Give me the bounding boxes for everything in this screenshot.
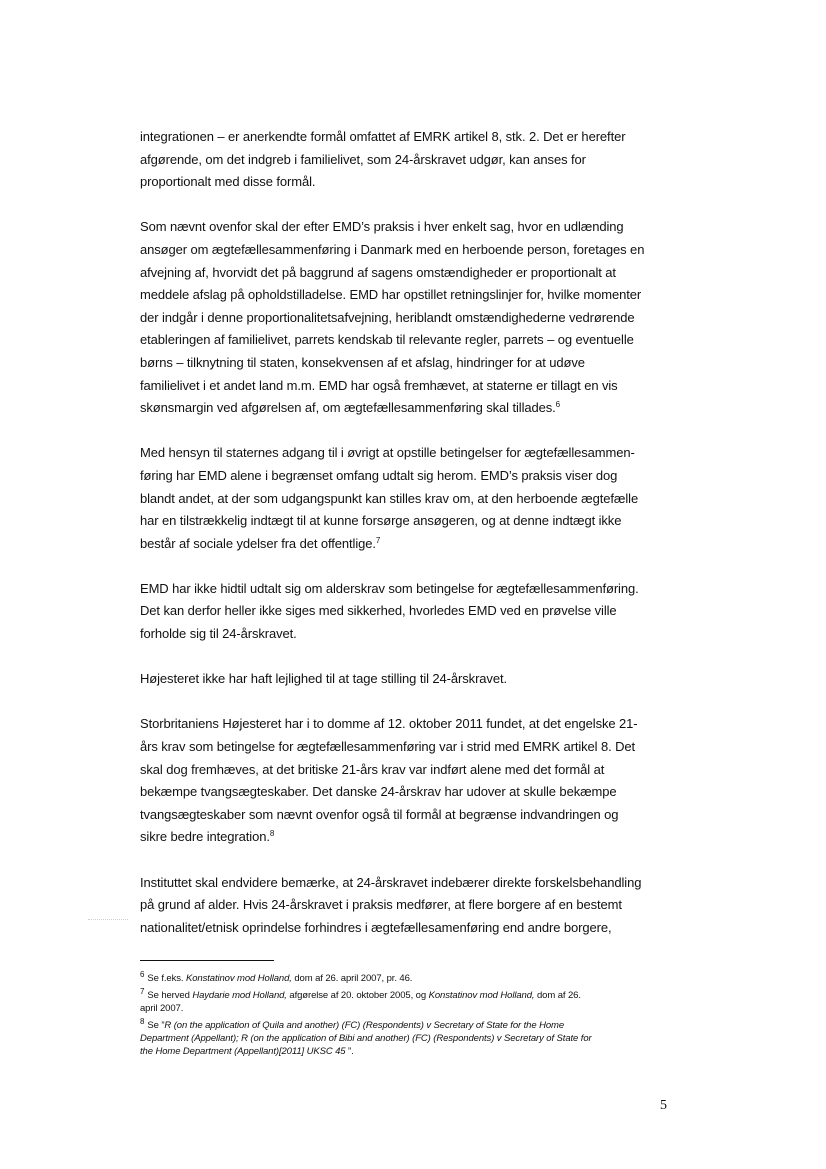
text-line: etableringen af familielivet, parrets kendskab til relevante regler, parrets – og eventuelle: [140, 332, 634, 348]
text-line-content: skønsmargin ved afgørelsen af, om ægtefællesammenføring skal tillades.: [140, 400, 556, 416]
text-line: skal dog fremhæves, at det britiske 21-års krav var indført alene med det formål at: [140, 761, 605, 777]
paragraph-7: [140, 872, 680, 940]
paragraph-4: [140, 578, 680, 646]
footnote-ref-6[interactable]: 6: [555, 400, 561, 410]
text-line: afvejning af, hvorvidt det på baggrund af sagens omstændigheder er proportionalt at: [140, 264, 616, 280]
page-number: 5: [660, 1098, 667, 1113]
case-name: Department (Appellant); R (on the application of Bibi and another) (FC) (Respondents) v Secretary of State for: [140, 1033, 592, 1044]
paragraph-1: [140, 126, 680, 194]
text-line: nationalitet/etnisk oprindelse forhindres i ægtefællesamenføring end andre borgere,: [140, 919, 612, 935]
text-line: afgørende, om det indgreb i familielivet, som 24-årskravet udgør, kan anses for: [140, 151, 586, 167]
text-line: har en tilstrækkelig indtægt til at kunne forsørge ansøgeren, og at denne indtægt ikke: [140, 513, 622, 529]
footnote-ref-8[interactable]: 8: [269, 829, 275, 839]
text-line: tvangsægteskaber som nævnt ovenfor også til formål at begrænse indvandringen og: [140, 806, 619, 822]
footnote-text: dom af 26. april 2007, pr. 46.: [291, 973, 413, 984]
margin-mark: [88, 919, 128, 920]
footnote-text: Se f.eks.: [147, 973, 186, 984]
text-line: forholde sig til 24-årskravet.: [140, 626, 297, 642]
text-line: [140, 826, 680, 849]
text-line: [140, 397, 680, 420]
text-line: føring har EMD alene i begrænset omfang udtalt sig herom. EMD’s praksis viser dog: [140, 467, 618, 483]
footnote-text: Se herved: [147, 990, 193, 1001]
text-line: EMD har ikke hidtil udtalt sig om alderskrav som betingelse for ægtefællesammenføring.: [140, 580, 639, 596]
text-line-content: består af sociale ydelser fra det offentlige.: [140, 535, 376, 551]
footnote-7: [140, 985, 680, 1015]
footnote-8: [140, 1015, 680, 1058]
footnote-text: ”.: [345, 1046, 354, 1057]
text-line: der indgår i denne proportionalitetsafvejning, heriblandt omstændighederne vedrørende: [140, 309, 635, 325]
text-line: [140, 533, 680, 556]
case-name: Konstatinov mod Holland,: [185, 973, 292, 984]
text-line: Højesteret ikke har haft lejlighed til at tage stilling til 24-årskravet.: [140, 671, 507, 687]
footnote-text: Se ”: [147, 1020, 165, 1031]
text-line: børns – tilknytning til staten, konsekvensen af et afslag, hindringer for at udøve: [140, 354, 585, 370]
case-name: Konstatinov mod Holland,: [428, 990, 535, 1001]
case-name: the Home Department (Appellant)[2011] UKSC 45: [140, 1046, 346, 1057]
footnote-text: april 2007.: [140, 1003, 184, 1014]
text-line: Det kan derfor heller ikke siges med sikkerhed, hvorledes EMD ved en prøvelse ville: [140, 603, 617, 619]
text-line: års krav som betingelse for ægtefællesammenføring var i strid med EMRK artikel 8. Det: [140, 739, 636, 755]
paragraph-2: [140, 216, 680, 419]
footnote-ref-7[interactable]: 7: [375, 535, 381, 545]
footnote-number: 6: [140, 970, 145, 979]
case-name: Haydarie mod Holland,: [192, 990, 287, 1001]
paragraph-3: [140, 442, 680, 555]
footnote-divider: [140, 960, 274, 961]
text-line: på grund af alder. Hvis 24-årskravet i praksis medfører, at flere borgere af en bestemt: [140, 897, 622, 913]
body-text: [140, 126, 680, 962]
footnote-text: dom af 26.: [534, 990, 581, 1001]
text-line: familielivet i et andet land m.m. EMD har også fremhævet, at staterne er tillagt en vis: [140, 377, 618, 393]
footnote-text: afgørelse af 20. oktober 2005, og: [286, 990, 429, 1001]
text-line: Som nævnt ovenfor skal der efter EMD’s praksis i hver enkelt sag, hvor en udlænding: [140, 219, 624, 235]
text-line: Storbritaniens Højesteret har i to domme af 12. oktober 2011 fundet, at det engelske 21-: [140, 716, 638, 732]
text-line: proportionalt med disse formål.: [140, 174, 316, 190]
case-name: R (on the application of Quila and another) (FC) (Respondents) v Secretary of State for the Home: [164, 1020, 565, 1031]
text-line: bekæmpe tvangsægteskaber. Det danske 24-årskrav har udover at skulle bekæmpe: [140, 784, 617, 800]
footnote-number: 8: [140, 1017, 145, 1026]
paragraph-6: [140, 713, 680, 849]
footnote-number: 7: [140, 987, 145, 996]
text-line: Instituttet skal endvidere bemærke, at 24-årskravet indebærer direkte forskelsbehandling: [140, 874, 642, 890]
text-line: integrationen – er anerkendte formål omfattet af EMRK artikel 8, stk. 2. Det er herefter: [140, 129, 626, 144]
paragraph-5: [140, 668, 680, 691]
text-line: blandt andet, at der som udgangspunkt kan stilles krav om, at den herboende ægtefælle: [140, 490, 639, 506]
footnotes: [140, 968, 680, 1058]
footnote-6: [140, 968, 680, 985]
text-line: Med hensyn til staternes adgang til i øvrigt at opstille betingelser for ægtefællesammen-: [140, 445, 635, 461]
text-line: ansøger om ægtefællesammenføring i Danmark med en herboende person, foretages en: [140, 241, 645, 257]
text-line: meddele afslag på opholdstilladelse. EMD har opstillet retningslinjer for, hvilke momenter: [140, 287, 642, 303]
text-line-content: sikre bedre integration.: [140, 829, 270, 845]
